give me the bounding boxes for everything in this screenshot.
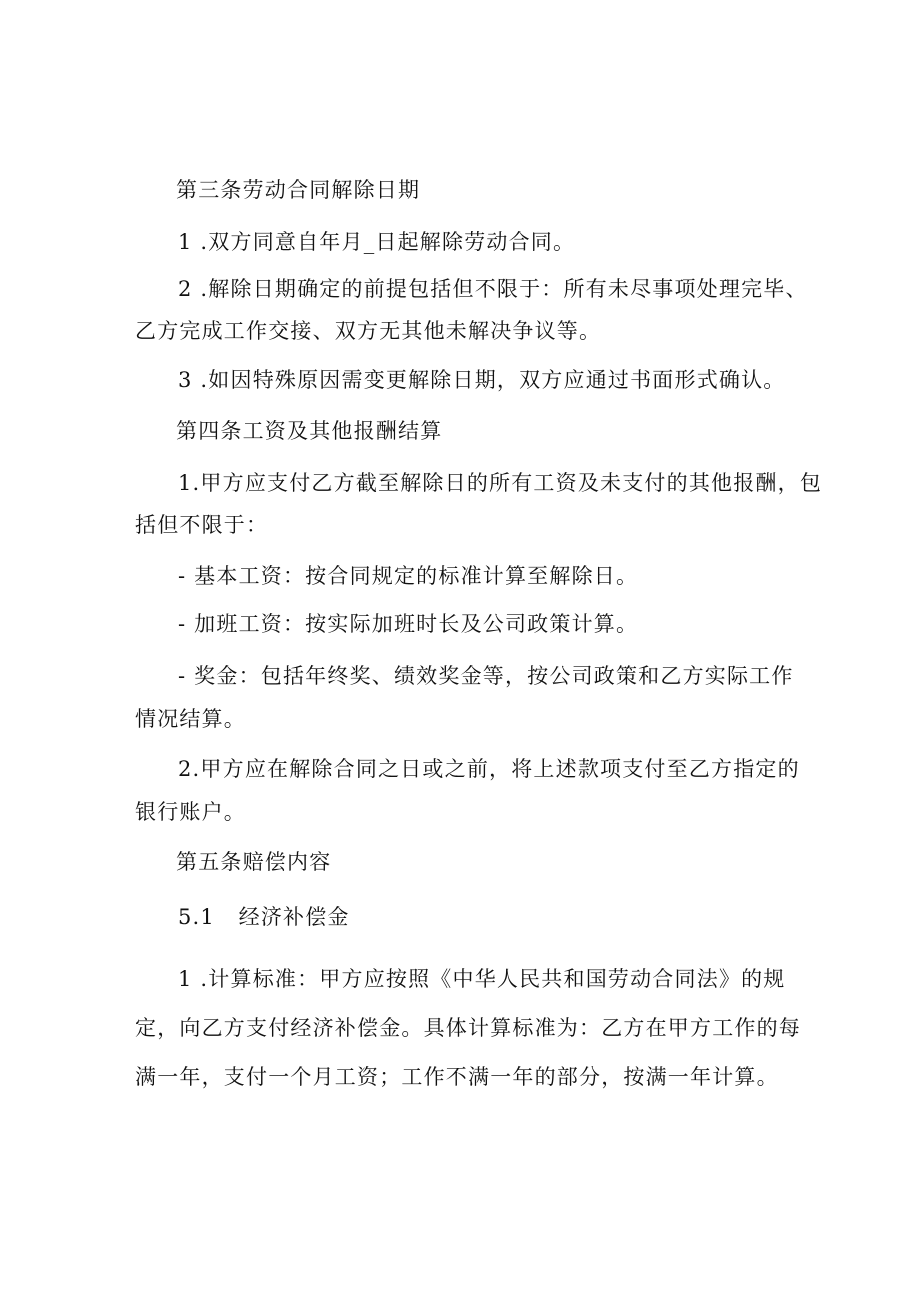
article4-bullet-bonus-line-2: 情况结算。 xyxy=(135,707,246,731)
article5-subsection-title: 5.1 经济补偿金 xyxy=(178,905,350,929)
article5-title: 第五条赔偿内容 xyxy=(176,850,332,874)
article4-item-1-line-2: 括但不限于： xyxy=(135,513,269,537)
article3-item-1: 1 .双方同意自年月_日起解除劳动合同。 xyxy=(178,230,576,254)
article4-bullet-basic-wage: - 基本工资：按合同规定的标准计算至解除日。 xyxy=(178,564,639,588)
article5-item-1-line-1: 1 .计算标准：甲方应按照《中华人民共和国劳动合同法》的规 xyxy=(178,967,786,991)
article4-bullet-bonus-line-1: - 奖金：包括年终奖、绩效奖金等，按公司政策和乙方实际工作 xyxy=(178,664,794,688)
article4-item-2-line-2: 银行账户。 xyxy=(135,800,246,824)
article3-item-2-line-2: 乙方完成工作交接、双方无其他未解决争议等。 xyxy=(135,319,602,343)
article3-title: 第三条劳动合同解除日期 xyxy=(176,178,421,202)
article3-item-2-line-1: 2 .解除日期确定的前提包括但不限于：所有未尽事项处理完毕、 xyxy=(178,277,808,301)
article4-item-2-line-1: 2.甲方应在解除合同之日或之前，将上述款项支付至乙方指定的 xyxy=(178,757,800,781)
article4-item-1-line-1: 1.甲方应支付乙方截至解除日的所有工资及未支付的其他报酬，包 xyxy=(178,471,823,495)
article4-bullet-overtime: - 加班工资：按实际加班时长及公司政策计算。 xyxy=(178,612,639,636)
article3-item-3: 3 .如因特殊原因需变更解除日期，双方应通过书面形式确认。 xyxy=(178,368,786,392)
article5-item-1-line-2: 定，向乙方支付经济补偿金。具体计算标准为：乙方在甲方工作的每 xyxy=(135,1016,801,1040)
article4-title: 第四条工资及其他报酬结算 xyxy=(176,419,443,443)
article5-item-1-line-3: 满一年，支付一个月工资；工作不满一年的部分，按满一年计算。 xyxy=(135,1065,779,1089)
